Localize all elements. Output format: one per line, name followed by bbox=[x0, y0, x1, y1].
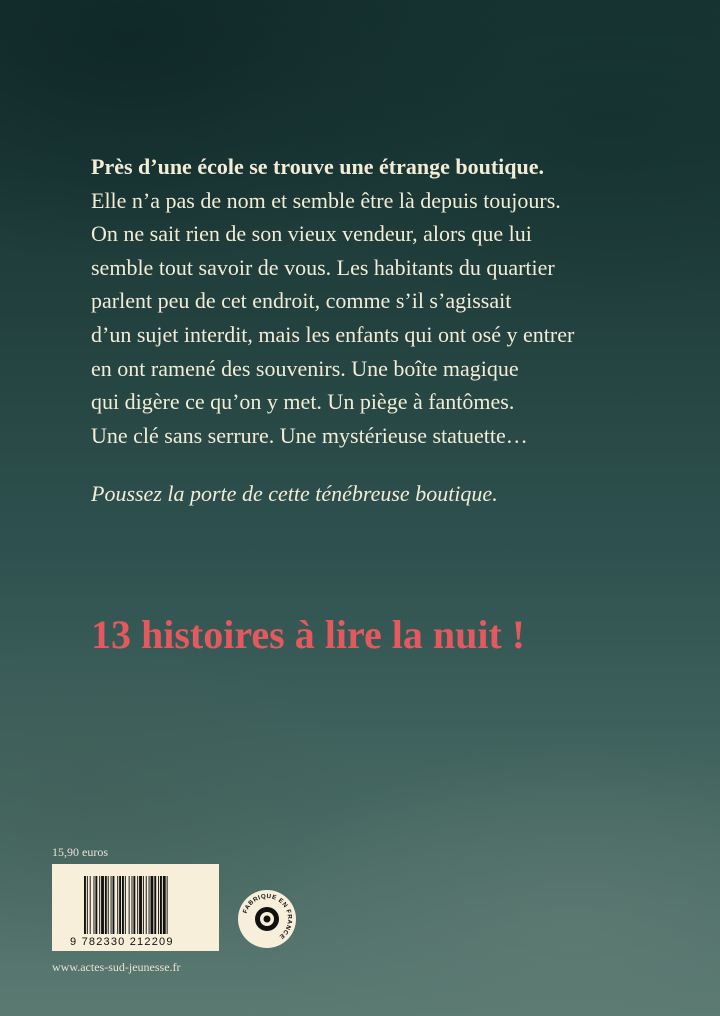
blurb-line: semble tout savoir de vous. Les habitants du quartier bbox=[91, 254, 555, 280]
website-link[interactable]: www.actes-sud-jeunesse.fr bbox=[52, 960, 181, 974]
tagline: Poussez la porte de cette ténébreuse boutique. bbox=[91, 481, 498, 507]
blurb-line: parlent peu de cet endroit, comme s’il s’agissait bbox=[91, 288, 512, 314]
blurb-line: Une clé sans serrure. Une mystérieuse statuette… bbox=[91, 422, 528, 448]
blurb-line: d’un sujet interdit, mais les enfants qui ont osé y entrer bbox=[91, 321, 575, 347]
barcode-box bbox=[52, 864, 219, 951]
headline: 13 histoires à lire la nuit ! bbox=[91, 612, 526, 657]
blurb-text-block bbox=[91, 150, 691, 511]
isbn-number: 9 782330 212209 bbox=[70, 936, 174, 948]
price-label: 15,90 euros bbox=[52, 845, 108, 859]
badge-text: FABRIQUE EN FRANCE bbox=[241, 892, 294, 941]
barcode-icon bbox=[84, 876, 196, 934]
blurb-line: qui digère ce qu’on y met. Un piège à fantômes. bbox=[91, 389, 515, 415]
blurb-line: On ne sait rien de son vieux vendeur, alors que lui bbox=[91, 221, 532, 247]
lead-sentence: Près d’une école se trouve une étrange boutique. bbox=[91, 154, 544, 179]
blurb-line: en ont ramené des souvenirs. Une boîte magique bbox=[91, 355, 519, 381]
blurb-line: Elle n’a pas de nom et semble être là depuis toujours. bbox=[91, 187, 561, 213]
fabrique-en-france-badge-icon bbox=[237, 889, 297, 949]
